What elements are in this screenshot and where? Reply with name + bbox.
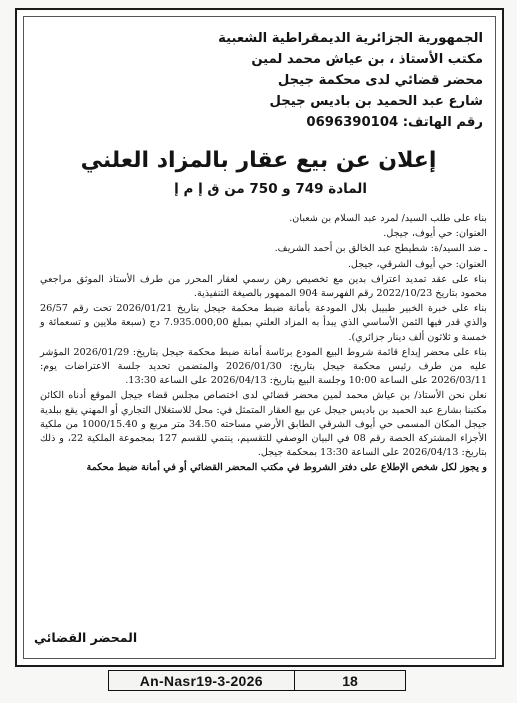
header-office: مكتب الأستاذ ، بن عياش محمد لمين xyxy=(251,52,483,67)
header-republic: الجمهورية الجزائرية الديمقراطية الشعبية xyxy=(218,31,483,46)
paragraph-requester-address: العنوان: حي أيوف، جيجل. xyxy=(383,228,487,240)
paragraph-property: نعلن نحن الأستاذ/ بن عياش محمد لمين محضر قضائي لدى اختصاص مجلس قضاء جيجل الموقع أدناه الكائن مكتبنا بشارع عبد الحميد بن باديس جيجل عن بيع العقار المتمثل في: محل للاستغلال التجاري أو المهني يقع ببلدية جيجل المكان المسمى حي أيوف الشرقي الطابق الأرضي مساحته 34.50 متر مربع و 1000/15.40 من ملكية الأجزاء المشتركة الحصة رقم 08 في البيان الوصفي للتقسيم، ينتمي للقسم 127 بمجموعة الملكية 22، و ذلك بتاريخ: 2026/04/13 على الساعة 13:30 بمحكمة جيجل. xyxy=(40,390,488,459)
header-court: محضر قضائي لدى محكمة جيجل xyxy=(277,73,483,88)
header-address: شارع عبد الحميد بن باديس جيجل xyxy=(269,94,483,109)
paragraph-requester: بناء على طلب السيد/ لمرد عبد السلام بن شعبان. xyxy=(289,213,487,224)
publication-reference: An-Nasr19-3-2026 xyxy=(139,672,263,689)
paragraph-mortgage-deed: بناء على عقد تمديد اعتراف بدين مع تخصيص رهن رسمي لعقار المحرر من طرف الأستاذ الموثق مراجعي محمود بتاريخ 2022/10/23 رقم الفهرسة 904 الممهور بالصيغة التنفيذية. xyxy=(40,273,487,300)
header-phone-line xyxy=(306,114,483,132)
paragraph-consultation: و يجوز لكل شخص الإطلاع على دفتر الشروط في مكتب المحضر القضائي أو في أمانة ضبط محكمة xyxy=(86,462,487,474)
paragraph-defendant-address: العنوان: حي أيوف الشرقي، جيجل. xyxy=(347,258,487,270)
announcement-body xyxy=(40,212,487,477)
announcement-subtitle: المادة 749 و 750 من ق إ م إ xyxy=(174,181,367,197)
paragraph-expertise: بناء على خبرة الخبير طبيبل بلال المودعة بأمانة ضبط محكمة جيجل بتاريخ 2026/01/21 تحت رقم 26/57 والذي قدر فيها الثمن الأساسي الذي يبدأ به المزاد العلني بمبلغ 7.935.000,00 دج (سبعة ملايين و تسعمائة و خمسة و ثلاثون ألف دينار جزائري). xyxy=(40,303,487,343)
page-footer xyxy=(108,670,406,691)
paragraph-defendant: ـ ضد السيد/ة: شطيطح عبد الخالق بن أحمد الشريف. xyxy=(274,243,487,255)
phone-label: رقم الهاتف: xyxy=(402,115,483,130)
announcement-title: إعلان عن بيع عقار بالمزاد العلني xyxy=(80,148,437,173)
signature-bailiff: المحضر القضائي xyxy=(34,630,138,645)
phone-number: 0696390104 xyxy=(306,115,399,130)
page-number: 18 xyxy=(342,672,358,689)
paragraph-conditions: بناء على محضر إيداع قائمة شروط البيع المودع برئاسة أمانة ضبط محكمة جيجل بتاريخ: 2026/01/29 المؤشر عليه من طرف رئيس محكمة جيجل بتاريخ: 2026/01/30 والمتضمن تحديد جلسة الاعتراضات يوم: 2026/03/11 على الساعة 10:00 وجلسة البيع بتاريخ: 2026/04/13 على الساعة 13:30. xyxy=(40,346,487,387)
